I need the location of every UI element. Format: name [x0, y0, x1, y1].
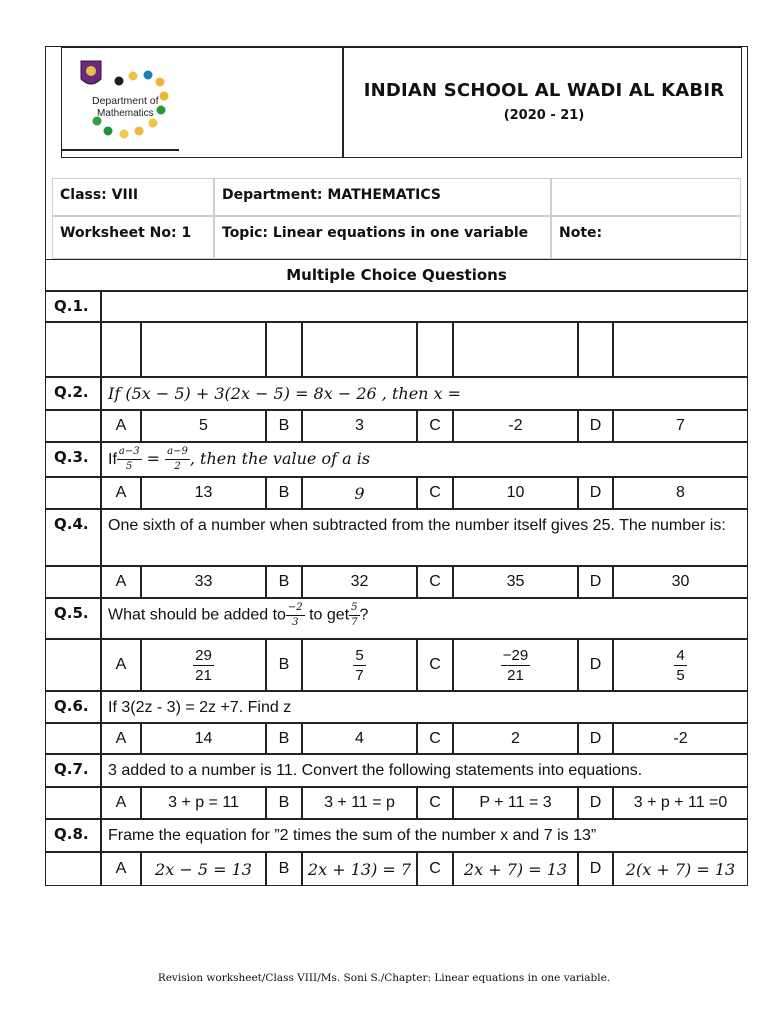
question-text-suffix: , then the value of a is: [189, 449, 371, 468]
question-text: [101, 691, 748, 723]
department-cell: [214, 178, 551, 216]
option-value: [453, 410, 578, 442]
fraction: [286, 603, 305, 628]
option-letter-label: D: [589, 484, 602, 501]
question-number-label: Q.7.: [54, 760, 89, 778]
option-letter-label: B: [278, 656, 290, 673]
fraction-numerator: 5: [349, 603, 359, 616]
question-text-content: 3 added to a number is 11. Convert the following statements into equations.: [108, 762, 643, 779]
option-value-label: 2x − 5 = 13: [155, 859, 252, 879]
question-number-label: Q.3.: [54, 448, 89, 466]
option-letter-label: D: [589, 417, 602, 434]
option-value-label: -2: [508, 417, 523, 434]
option-letter-label: A: [115, 729, 127, 747]
header-divider: [342, 47, 344, 158]
option-value-label: 3: [355, 417, 364, 434]
option-value: [613, 410, 748, 442]
option-value-label: 3 + 11 = p: [324, 794, 395, 811]
fraction-denominator: 5: [676, 666, 685, 684]
fraction: [501, 648, 530, 683]
option-value: [141, 322, 266, 377]
option-value-label: P + 11 = 3: [479, 794, 552, 811]
option-letter-label: A: [115, 573, 127, 590]
option-letter-label: C: [429, 860, 441, 877]
option-value-label: 35: [506, 573, 525, 590]
option-letter-label: B: [278, 573, 290, 590]
option-value-label: 30: [671, 573, 690, 590]
option-letter: [266, 566, 302, 598]
worksheet-label: Worksheet No: 1: [60, 225, 192, 241]
option-letter-label: C: [429, 656, 441, 673]
option-letter: [266, 787, 302, 819]
option-letter-label: B: [278, 484, 290, 501]
option-letter: [266, 723, 302, 754]
option-letter: [578, 723, 613, 754]
option-letter: [578, 566, 613, 598]
option-letter: [417, 566, 453, 598]
question-text-content: One sixth of a number when subtracted from the number itself gives 25. The number is:: [108, 517, 726, 534]
option-value-label: 9: [354, 483, 365, 503]
fraction-numerator: −2: [286, 603, 305, 616]
option-value: [302, 477, 417, 509]
fraction-denominator: 21: [507, 666, 524, 684]
fraction-numerator: a−3: [117, 447, 142, 460]
option-letter-label: C: [429, 484, 441, 501]
fraction-denominator: 2: [174, 461, 181, 473]
option-letter: [417, 639, 453, 691]
department-logo: [73, 57, 173, 147]
question-text: [101, 819, 748, 852]
option-letter-label: B: [278, 860, 290, 877]
question-number-label: Q.2.: [54, 383, 89, 401]
option-letter: [417, 322, 453, 377]
option-letter: [101, 477, 141, 509]
option-value-label: -2: [673, 729, 688, 747]
option-value-label: 3 + p + 11 =0: [633, 794, 728, 811]
header-underline: [61, 149, 179, 151]
question-number: [45, 819, 101, 852]
fraction-numerator: a−9: [165, 447, 190, 460]
option-value: [302, 723, 417, 754]
option-value: [141, 723, 266, 754]
question-text-mid: to get: [309, 606, 350, 624]
question-text: [101, 442, 748, 477]
option-row-spacer: [45, 852, 101, 886]
topic-cell: [214, 216, 551, 259]
option-value: [453, 639, 578, 691]
option-value: [613, 787, 748, 819]
option-letter: [101, 787, 141, 819]
note-label: Note:: [559, 225, 603, 241]
option-letter: [417, 723, 453, 754]
blank-info-cell: [551, 178, 741, 216]
option-letter: [578, 639, 613, 691]
option-value: [613, 639, 748, 691]
fraction-denominator: 7: [351, 617, 358, 628]
option-letter-label: A: [115, 417, 127, 434]
option-letter-label: D: [589, 656, 602, 673]
question-number-label: Q.8.: [54, 825, 89, 843]
fraction-numerator: 29: [195, 646, 212, 664]
option-letter: [417, 852, 453, 886]
worksheet-cell: [52, 216, 214, 259]
equals-sign: =: [141, 449, 166, 468]
question-number-label: Q.4.: [54, 515, 89, 533]
option-letter: [266, 639, 302, 691]
option-letter: [266, 477, 302, 509]
option-value-label: 33: [194, 573, 213, 590]
question-number: [45, 291, 101, 322]
question-number: [45, 598, 101, 639]
option-value: [141, 566, 266, 598]
option-letter: [578, 852, 613, 886]
option-value-label: 8: [676, 484, 685, 501]
option-value-label: 4: [355, 729, 364, 747]
option-value: [453, 852, 578, 886]
option-letter-label: C: [429, 794, 441, 811]
option-letter: [266, 322, 302, 377]
option-letter: [417, 477, 453, 509]
note-cell: [551, 216, 741, 259]
question-text-content: If (5x − 5) + 3(2x − 5) = 8x − 26 , then x =: [108, 384, 462, 403]
option-value: [613, 852, 748, 886]
option-letter: [101, 566, 141, 598]
option-value: [613, 322, 748, 377]
option-letter-label: B: [278, 729, 290, 747]
option-letter: [101, 639, 141, 691]
question-text-suffix: ?: [359, 606, 369, 624]
topic-label: Topic: Linear equations in one variable: [222, 225, 529, 241]
option-value: [613, 477, 748, 509]
question-text: [101, 377, 748, 410]
fraction: [349, 603, 359, 628]
section-title: Multiple Choice Questions: [286, 266, 507, 284]
class-cell: [52, 178, 214, 216]
option-letter: [578, 477, 613, 509]
option-row-spacer: [45, 477, 101, 509]
footer-text: Revision worksheet/Class VIII/Ms. Soni S./Chapter: Linear equations in one variable.: [157, 972, 611, 984]
department-label: Department: MATHEMATICS: [222, 187, 441, 203]
option-letter: [101, 322, 141, 377]
option-row-spacer: [45, 723, 101, 754]
option-value-label: 10: [506, 484, 525, 501]
option-letter-label: D: [589, 729, 602, 747]
option-letter: [101, 410, 141, 442]
option-value: [453, 477, 578, 509]
fraction: [674, 648, 686, 683]
option-value: [141, 639, 266, 691]
option-value: [141, 787, 266, 819]
fraction: [165, 447, 190, 472]
option-value-label: 2x + 13) = 7: [307, 859, 412, 879]
fraction-numerator: 5: [355, 646, 364, 664]
fraction-numerator: −29: [502, 646, 529, 664]
question-text: [101, 754, 748, 787]
option-row-spacer: [45, 787, 101, 819]
option-letter-label: A: [115, 860, 127, 877]
option-value-label: 2(x + 7) = 13: [625, 859, 736, 879]
option-value: [302, 410, 417, 442]
option-letter-label: C: [429, 729, 441, 747]
option-letter-label: B: [278, 417, 290, 434]
option-value-label: 7: [676, 417, 685, 434]
option-letter: [578, 410, 613, 442]
class-label: Class: VIII: [60, 187, 139, 203]
option-row-spacer: [45, 322, 101, 377]
option-value: [141, 477, 266, 509]
option-letter: [266, 410, 302, 442]
question-number-label: Q.5.: [54, 604, 89, 622]
option-value: [453, 566, 578, 598]
academic-year: (2020 - 21): [503, 108, 585, 123]
option-letter: [417, 787, 453, 819]
option-value: [453, 322, 578, 377]
option-letter: [578, 322, 613, 377]
option-value-label: 2x + 7) = 13: [463, 859, 568, 879]
option-value-label: 5: [199, 417, 208, 434]
option-letter: [266, 852, 302, 886]
option-value-label: 2: [511, 729, 520, 747]
fraction-denominator: 5: [126, 461, 133, 473]
option-value-label: 3 + p = 11: [168, 794, 239, 811]
question-number-label: Q.1.: [54, 297, 89, 315]
option-letter-label: D: [589, 794, 602, 811]
question-number: [45, 754, 101, 787]
question-text-prefix: What should be added to: [108, 606, 286, 624]
option-value: [141, 852, 266, 886]
option-letter: [101, 723, 141, 754]
question-number-label: Q.6.: [54, 697, 89, 715]
question-number: [45, 509, 101, 566]
school-name: INDIAN SCHOOL AL WADI AL KABIR: [363, 80, 725, 101]
option-letter-label: D: [589, 573, 602, 590]
question-number: [45, 691, 101, 723]
fraction: [117, 447, 142, 472]
option-row-spacer: [45, 566, 101, 598]
option-value: [141, 410, 266, 442]
question-text: [101, 509, 748, 566]
option-letter-label: A: [115, 656, 127, 673]
option-letter-label: C: [429, 417, 441, 434]
option-letter: [578, 787, 613, 819]
logo-text-1: Department of: [92, 95, 159, 107]
option-value-label: 14: [194, 729, 213, 747]
option-value: [302, 787, 417, 819]
section-title-row: [45, 259, 748, 291]
option-value: [302, 852, 417, 886]
question-text-content: Frame the equation for ”2 times the sum of the number x and 7 is 13”: [108, 827, 597, 844]
option-value: [453, 787, 578, 819]
option-value: [613, 723, 748, 754]
option-row-spacer: [45, 639, 101, 691]
option-value: [453, 723, 578, 754]
fraction-numerator: 4: [676, 646, 685, 664]
option-value: [302, 639, 417, 691]
question-number: [45, 377, 101, 410]
option-letter-label: D: [589, 860, 602, 877]
fraction-denominator: 7: [355, 666, 364, 684]
fraction-denominator: 21: [195, 666, 212, 684]
fraction: [353, 648, 365, 683]
option-value: [302, 566, 417, 598]
question-text: [101, 291, 748, 322]
option-letter-label: A: [115, 794, 127, 811]
question-text-content: If 3(2z - 3) = 2z +7. Find z: [108, 699, 292, 716]
option-row-spacer: [45, 410, 101, 442]
option-letter-label: C: [429, 573, 441, 590]
option-value: [613, 566, 748, 598]
option-value-label: 32: [350, 573, 369, 590]
option-letter-label: B: [278, 794, 290, 811]
question-number: [45, 442, 101, 477]
option-value: [302, 322, 417, 377]
option-letter: [417, 410, 453, 442]
fraction: [193, 648, 214, 683]
question-text-prefix: If: [108, 451, 117, 468]
question-text: [101, 598, 748, 639]
option-letter: [101, 852, 141, 886]
fraction-denominator: 3: [292, 617, 299, 628]
logo-text-2: Mathematics: [97, 108, 154, 119]
option-letter-label: A: [115, 484, 127, 501]
option-value-label: 13: [194, 484, 213, 501]
